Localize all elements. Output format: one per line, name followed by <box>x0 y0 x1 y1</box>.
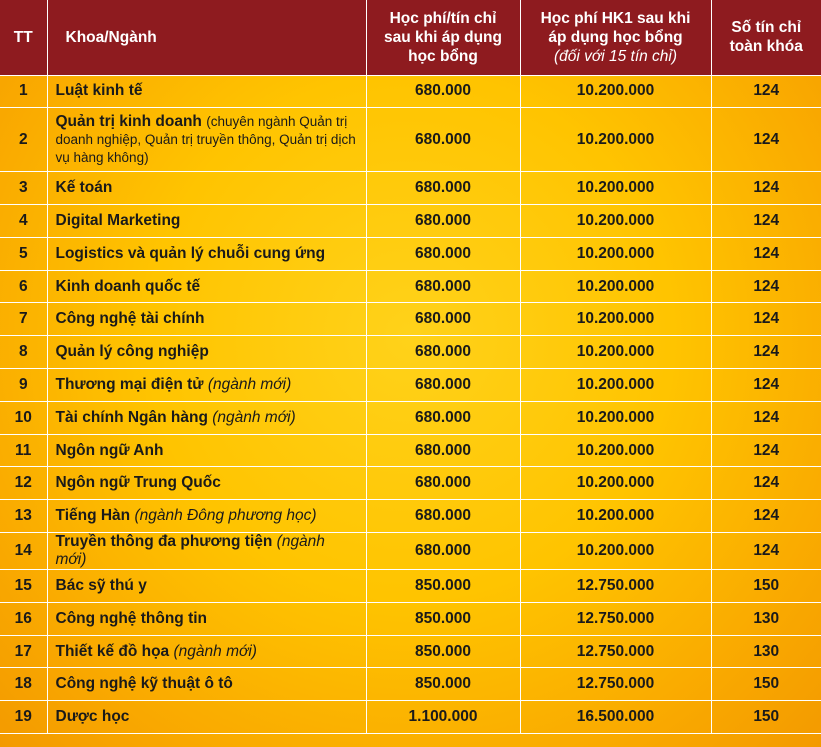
row-number: 14 <box>0 533 47 570</box>
hk1-fee: 10.200.000 <box>520 467 711 500</box>
total-credits: 150 <box>711 701 821 734</box>
table-row <box>0 303 821 336</box>
row-number: 10 <box>0 401 47 434</box>
hk1-fee: 10.200.000 <box>520 369 711 402</box>
table-row <box>0 369 821 402</box>
hk1-fee: 10.200.000 <box>520 237 711 270</box>
table-row <box>0 237 821 270</box>
row-number: 17 <box>0 635 47 668</box>
program-name-cell <box>47 205 366 238</box>
hk1-fee: 12.750.000 <box>520 570 711 603</box>
table-row <box>0 602 821 635</box>
program-name-cell <box>47 303 366 336</box>
program-name: Ngôn ngữ Trung Quốc <box>55 474 221 492</box>
program-name-cell <box>47 369 366 402</box>
program-name-cell <box>47 602 366 635</box>
hk1-fee: 16.500.000 <box>520 701 711 734</box>
program-name-cell <box>47 237 366 270</box>
row-number: 6 <box>0 270 47 303</box>
program-name: Luật kinh tế <box>55 82 143 100</box>
hk1-fee: 10.200.000 <box>520 303 711 336</box>
program-name: Logistics và quản lý chuỗi cung ứng <box>55 244 326 262</box>
total-credits: 150 <box>711 570 821 603</box>
program-name: Bác sỹ thú y <box>55 576 147 594</box>
program-name-cell <box>47 434 366 467</box>
table-row <box>0 75 821 108</box>
row-number: 18 <box>0 668 47 701</box>
hk1-fee: 10.200.000 <box>520 172 711 205</box>
fee-per-credit: 680.000 <box>366 108 520 172</box>
program-name: Quản trị kinh doanh <box>55 112 202 130</box>
header-fee-per-credit: Học phí/tín chỉ sau khi áp dụng học bổng <box>366 0 520 75</box>
program-name-cell <box>47 401 366 434</box>
hk1-fee: 12.750.000 <box>520 602 711 635</box>
row-number: 13 <box>0 500 47 533</box>
program-name: Dược học <box>55 708 130 726</box>
hk1-fee: 10.200.000 <box>520 401 711 434</box>
program-note: (ngành mới) <box>173 642 257 660</box>
program-note: (ngành mới) <box>55 533 325 569</box>
program-name: Kế toán <box>55 179 113 197</box>
total-credits: 124 <box>711 336 821 369</box>
table-body <box>0 75 821 734</box>
program-name: Kinh doanh quốc tế <box>55 277 201 295</box>
total-credits: 124 <box>711 205 821 238</box>
fee-per-credit: 1.100.000 <box>366 701 520 734</box>
row-number: 19 <box>0 701 47 734</box>
table-row <box>0 172 821 205</box>
program-name: Công nghệ thông tin <box>55 609 208 627</box>
row-number: 3 <box>0 172 47 205</box>
row-number: 11 <box>0 434 47 467</box>
program-name-cell <box>47 570 366 603</box>
fee-per-credit: 680.000 <box>366 303 520 336</box>
table-row <box>0 205 821 238</box>
program-name-cell <box>47 172 366 205</box>
fee-per-credit: 680.000 <box>366 500 520 533</box>
table-row <box>0 467 821 500</box>
header-hk1-fee: Học phí HK1 sau khi áp dụng học bổng (đối với 15 tín chỉ) <box>520 0 711 75</box>
total-credits: 124 <box>711 434 821 467</box>
total-credits: 130 <box>711 635 821 668</box>
fee-per-credit: 680.000 <box>366 369 520 402</box>
hk1-fee: 10.200.000 <box>520 75 711 108</box>
program-name-cell <box>47 635 366 668</box>
fee-per-credit: 850.000 <box>366 635 520 668</box>
total-credits: 124 <box>711 108 821 172</box>
total-credits: 124 <box>711 172 821 205</box>
fee-per-credit: 680.000 <box>366 434 520 467</box>
fee-per-credit: 680.000 <box>366 401 520 434</box>
row-number: 2 <box>0 108 47 172</box>
program-name-cell <box>47 500 366 533</box>
total-credits: 124 <box>711 237 821 270</box>
total-credits: 124 <box>711 270 821 303</box>
program-name: Digital Marketing <box>55 211 181 229</box>
fee-per-credit: 680.000 <box>366 533 520 570</box>
hk1-fee: 10.200.000 <box>520 500 711 533</box>
fee-per-credit: 680.000 <box>366 270 520 303</box>
fee-per-credit: 680.000 <box>366 467 520 500</box>
row-number: 4 <box>0 205 47 238</box>
fee-per-credit: 680.000 <box>366 336 520 369</box>
hk1-fee: 10.200.000 <box>520 533 711 570</box>
row-number: 12 <box>0 467 47 500</box>
total-credits: 124 <box>711 75 821 108</box>
fee-per-credit: 850.000 <box>366 602 520 635</box>
program-name-cell <box>47 108 366 172</box>
row-number: 15 <box>0 570 47 603</box>
fee-per-credit: 850.000 <box>366 668 520 701</box>
program-name-cell <box>47 668 366 701</box>
total-credits: 124 <box>711 533 821 570</box>
program-name: Thương mại điện tử <box>55 375 204 393</box>
row-number: 9 <box>0 369 47 402</box>
hk1-fee: 10.200.000 <box>520 205 711 238</box>
program-note: (chuyên ngành Quản trị doanh nghiệp, Quản trị truyền thông, Quản trị dịch vụ hàng không) <box>55 113 356 165</box>
program-name: Công nghệ tài chính <box>55 310 205 328</box>
table-row <box>0 500 821 533</box>
table-row <box>0 533 821 570</box>
total-credits: 130 <box>711 602 821 635</box>
fee-per-credit: 680.000 <box>366 205 520 238</box>
program-note: (ngành mới) <box>212 408 296 426</box>
table-row <box>0 108 821 172</box>
program-name: Tiếng Hàn <box>55 507 131 525</box>
total-credits: 124 <box>711 369 821 402</box>
total-credits: 124 <box>711 500 821 533</box>
total-credits: 150 <box>711 668 821 701</box>
total-credits: 124 <box>711 401 821 434</box>
program-name-cell <box>47 336 366 369</box>
table-row <box>0 570 821 603</box>
program-name: Công nghệ kỹ thuật ô tô <box>55 675 233 693</box>
program-name: Thiết kế đồ họa <box>55 642 170 660</box>
table-row <box>0 635 821 668</box>
hk1-fee: 12.750.000 <box>520 635 711 668</box>
row-number: 7 <box>0 303 47 336</box>
header-tt: TT <box>0 0 47 75</box>
program-name-cell <box>47 467 366 500</box>
total-credits: 124 <box>711 467 821 500</box>
table-row <box>0 434 821 467</box>
row-number: 5 <box>0 237 47 270</box>
program-name: Ngôn ngữ Anh <box>55 441 164 459</box>
hk1-fee: 10.200.000 <box>520 108 711 172</box>
program-name-cell <box>47 270 366 303</box>
table-row <box>0 336 821 369</box>
table-header <box>0 0 821 75</box>
table-row <box>0 701 821 734</box>
program-note: (ngành mới) <box>207 375 292 393</box>
row-number: 8 <box>0 336 47 369</box>
fee-per-credit: 680.000 <box>366 172 520 205</box>
program-name: Tài chính Ngân hàng <box>55 408 208 426</box>
program-name: Truyền thông đa phương tiện <box>55 533 273 551</box>
fee-per-credit: 850.000 <box>366 570 520 603</box>
header-total-credits: Số tín chỉ toàn khóa <box>711 0 821 75</box>
row-number: 16 <box>0 602 47 635</box>
hk1-fee: 10.200.000 <box>520 434 711 467</box>
program-name-cell <box>47 533 366 570</box>
program-note: (ngành Đông phương học) <box>134 507 317 525</box>
table-row <box>0 401 821 434</box>
table-row <box>0 270 821 303</box>
total-credits: 124 <box>711 303 821 336</box>
program-name-cell <box>47 75 366 108</box>
header-name: Khoa/Ngành <box>47 0 366 75</box>
hk1-fee: 10.200.000 <box>520 270 711 303</box>
row-number: 1 <box>0 75 47 108</box>
program-name-cell <box>47 701 366 734</box>
hk1-fee: 12.750.000 <box>520 668 711 701</box>
program-name: Quản lý công nghiệp <box>55 343 209 361</box>
table-row <box>0 668 821 701</box>
hk1-fee: 10.200.000 <box>520 336 711 369</box>
fee-per-credit: 680.000 <box>366 75 520 108</box>
fee-per-credit: 680.000 <box>366 237 520 270</box>
